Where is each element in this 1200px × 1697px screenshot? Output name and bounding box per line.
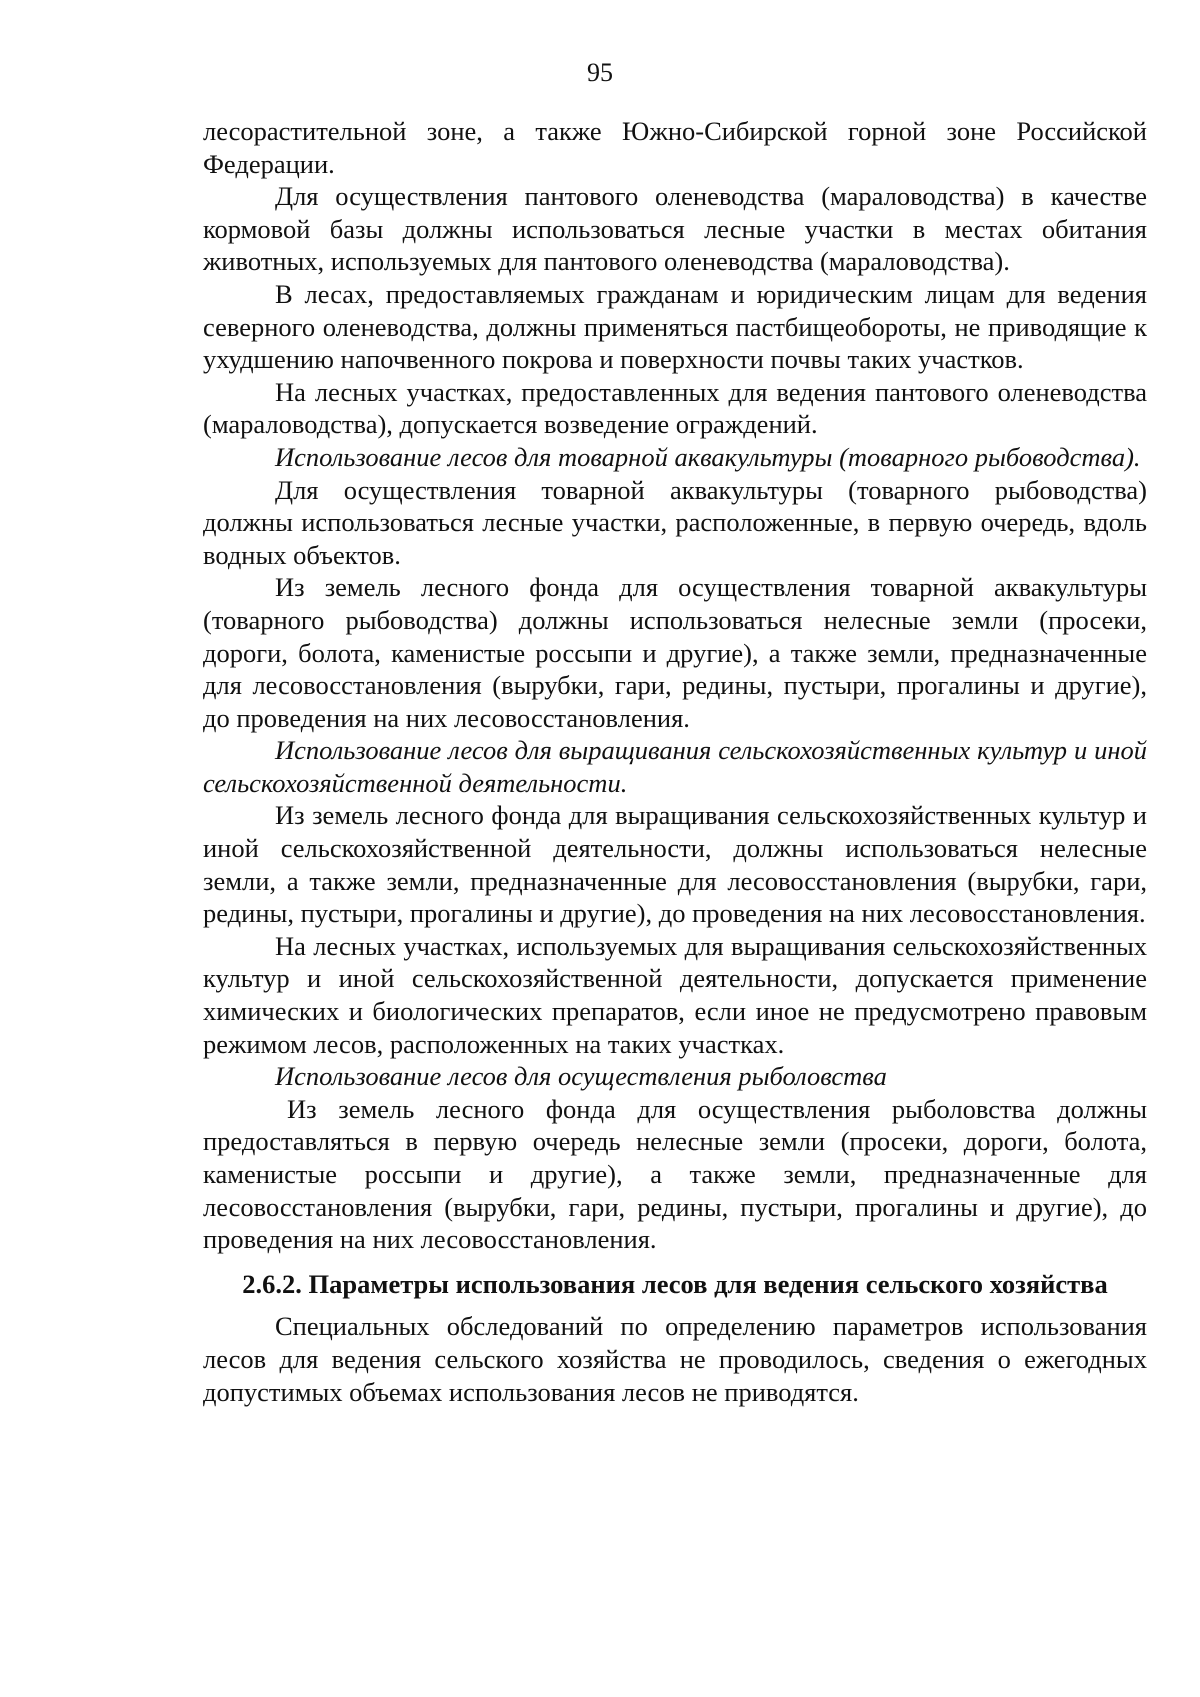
paragraph-rybolovstvo: Из земель лесного фонда для осуществления рыболовства должны предоставляться в первую очередь нелесные земли (просеки, дороги, болота, каменистые россыпи и другие), а также земли, предназначенные для лесовосстановления (вырубки, гари, редины, пустыри, прогалины и другие), до проведения на них лесовосстановления.: [203, 1093, 1147, 1255]
page-content: [203, 115, 1147, 1408]
paragraph-closing: Специальных обследований по определению параметров использования лесов для ведения сельского хозяйства не проводилось, сведения о ежегодных допустимых объемах использования лесов не приводятся.: [203, 1311, 1147, 1407]
paragraph-severnoe-olenevodstvo: В лесах, предоставляемых гражданам и юридическим лицам для ведения северного оленеводства, должны применяться пастбищеобороты, не приводящие к ухудшению напочвенного покрова и поверхности почвы таких участков.: [203, 278, 1147, 375]
page-number: 95: [587, 58, 613, 87]
paragraph-ograzhdeniya: На лесных участках, предоставленных для ведения пантового оленеводства (мараловодства), допускается возведение ограждений.: [203, 376, 1147, 440]
paragraph-akvakultura-zemli: Из земель лесного фонда для осуществления товарной аквакультуры (товарного рыбоводства) должны использоваться нелесные земли (просеки, дороги, болота, каменистые россыпи и другие), а также земли, предназначенные для лесовосстановления (вырубки, гари, редины, пустыри, прогалины и другие), до проведения на них лесовосстановления.: [203, 572, 1147, 733]
subheading-rybolovstvo: Использование лесов для осуществления рыболовства: [275, 1061, 887, 1092]
paragraph-pantovoe-olenevodstvo: Для осуществления пантового оленеводства (мараловодства) в качестве кормовой базы должны использоваться лесные участки в местах обитания животных, используемых для пантового оленеводства (мараловодства).: [203, 181, 1147, 277]
paragraph-akvakultura-uchastki: Для осуществления товарной аквакультуры (товарного рыбоводства) должны использоваться лесные участки, расположенные, в первую очередь, вдоль водных объектов.: [203, 474, 1147, 570]
paragraph-selskohozyaystvennye-zemli: Из земель лесного фонда для выращивания сельскохозяйственных культур и иной сельскохозяйственной деятельности, должны использоваться нелесные земли, а также земли, предназначенные для лесовосстановления (вырубки, гари, редины, пустыри, прогалины и другие), до проведения на них лесовосстановления.: [203, 800, 1147, 929]
subheading-selskohozyaystvennye-kultury: Использование лесов для выращивания сельскохозяйственных культур и иной сельскохозяйственной деятельности.: [203, 735, 1147, 798]
section-heading: 2.6.2. Параметры использования лесов для ведения сельского хозяйства: [242, 1268, 1108, 1299]
subheading-akvakultura: Использование лесов для товарной аквакультуры (товарного рыбоводства).: [275, 441, 1141, 472]
paragraph-continuation: лесорастительной зоне, а также Южно-Сибирской горной зоне Российской Федерации.: [203, 116, 1147, 179]
paragraph-preparaty: На лесных участках, используемых для выращивания сельскохозяйственных культур и иной сельскохозяйственной деятельности, допускается применение химических и биологических препаратов, если иное не предусмотрено правовым режимом лесов, расположенных на таких участках.: [203, 930, 1147, 1059]
